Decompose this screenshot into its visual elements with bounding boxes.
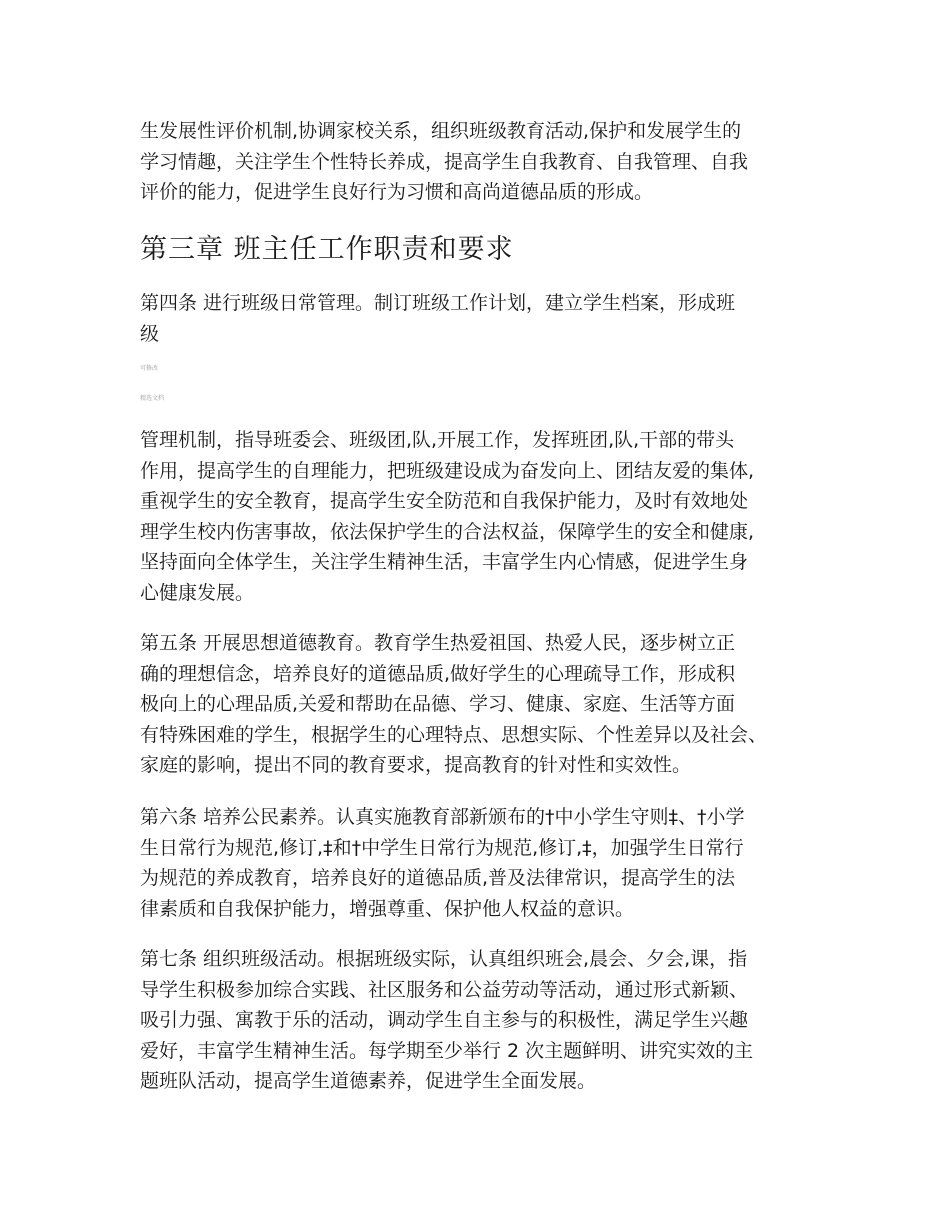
text-line: 坚持面向全体学生，关注学生精神生活，丰富学生内心情感，促进学生身 (140, 551, 749, 573)
text-line: 家庭的影响，提出不同的教育要求，提高教育的针对性和实效性。 (140, 754, 692, 776)
watermark-selected-doc: 精选文档 (140, 395, 165, 402)
text-line: 爱好，丰富学生精神生活。每学期至少举行 2 次主题鲜明、讲究实效的主 (140, 1039, 754, 1062)
chapter-heading: 第三章 班主任工作职责和要求 (140, 234, 514, 265)
text-line: 第六条 培养公民素养。认真实施教育部新颁布的†中小学生守则‡、†小学 (140, 806, 745, 828)
intro-paragraph (140, 116, 748, 208)
text-line: 有特殊困难的学生，根据学生的心理特点、思想实际、个性差异以及社会、 (140, 723, 768, 746)
text-line: 题班队活动，提高学生道德素养，促进学生全面发展。 (140, 1070, 597, 1092)
text-line: 重视学生的安全教育，提高学生安全防范和自我保护能力，及时有效地处 (140, 490, 749, 512)
text-line: 第七条 组织班级活动。根据班级实际，认真组织班会,晨会、夕会,课，指 (140, 948, 748, 970)
article-7-paragraph (140, 944, 753, 1097)
text-line: 生日常行为规范,修订,‡和†中学生日常行为规范,修订,‡，加强学生日常行 (140, 836, 744, 859)
text-line: 管理机制，指导班委会、班级团,队,开展工作，发挥班团,队,干部的带头 (140, 429, 735, 451)
text-line: 心健康发展。 (140, 581, 255, 604)
article-5-paragraph (140, 628, 767, 781)
text-line: 评价的能力，促进学生良好行为习惯和高尚道德品质的形成。 (140, 181, 654, 203)
text-line: 为规范的养成教育，培养良好的道德品质,普及法律常识，提高学生的法 (140, 867, 736, 889)
text-line: 生发展性评价机制,协调家校关系，组织班级教育活动,保护和发展学生的 (140, 120, 742, 142)
text-line: 学习情趣，关注学生个性特长养成，提高学生自我教育、自我管理、自我 (140, 150, 749, 173)
text-line: 第五条 开展思想道德教育。教育学生热爱祖国、热爱人民，逐步树立正 (140, 632, 736, 654)
text-line: 极向上的心理品质,关爱和帮助在品德、学习、健康、家庭、生活等方面 (140, 693, 736, 715)
text-line: 作用，提高学生的自理能力，把班级建设成为奋发向上、团结友爱的集体, (140, 459, 755, 482)
article-4-paragraph-continued (140, 425, 754, 608)
text-line: 导学生积极参加综合实践、社区服务和公益劳动等活动，通过形式新颖、 (140, 978, 749, 1001)
text-line: 确的理想信念，培养良好的道德品质,做好学生的心理疏导工作，形成积 (140, 662, 736, 685)
watermark-editable: 可修改 (140, 365, 159, 372)
article-6-paragraph (140, 802, 745, 924)
article-4-paragraph-start (140, 288, 735, 349)
text-line: 第四条 进行班级日常管理。制订班级工作计划，建立学生档案，形成班 (140, 292, 736, 314)
text-line: 吸引力强、寓教于乐的活动，调动学生自主参与的积极性，满足学生兴趣 (140, 1009, 749, 1031)
text-line: 律素质和自我保护能力，增强尊重、保护他人权益的意识。 (140, 897, 635, 920)
text-line: 级 (140, 322, 160, 345)
text-line: 理学生校内伤害事故，依法保护学生的合法权益，保障学生的安全和健康, (140, 520, 755, 543)
